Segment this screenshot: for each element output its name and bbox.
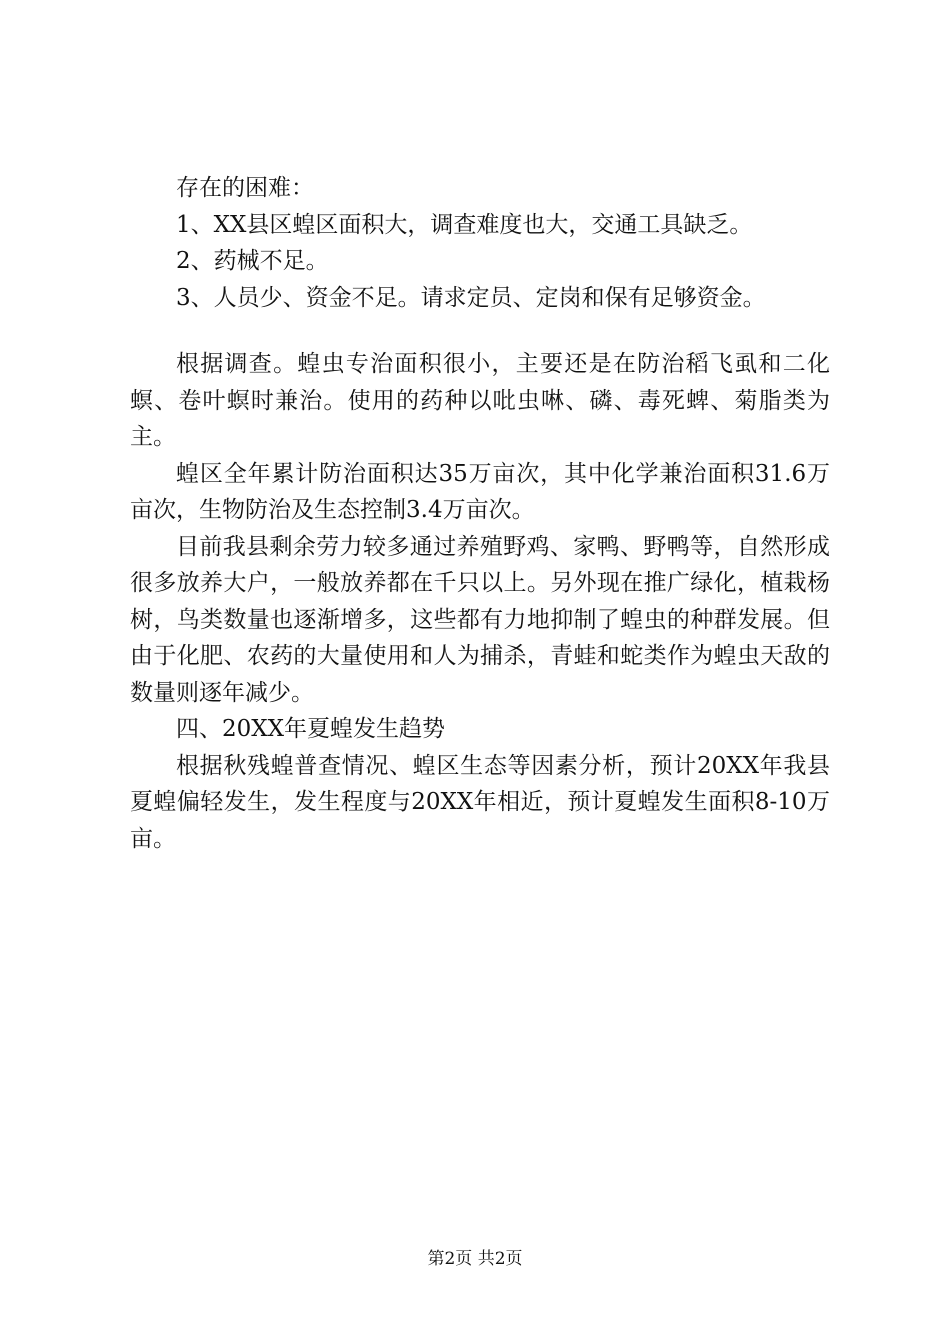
paragraph-difficulty-1: 1、XX县区蝗区面积大，调查难度也大，交通工具缺乏。 — [176, 211, 753, 238]
paragraph-control-area: 蝗区全年累计防治面积达35万亩次，其中化学兼治面积31.6万亩次，生物防治及生态控制3.4万亩次。 — [130, 460, 830, 523]
paragraph-gap — [130, 316, 830, 346]
section-heading-trend: 四、20XX年夏蝗发生趋势 — [176, 716, 446, 742]
paragraph-survey: 根据调查。蝗虫专治面积很小，主要还是在防治稻飞虱和二化螟、卷叶螟时兼治。使用的药种以吡虫啉、磷、毒死蜱、菊脂类为主。 — [130, 351, 830, 450]
page-footer: 第2页 共2页 — [427, 1249, 523, 1269]
document-body — [130, 170, 830, 857]
paragraph-forecast: 根据秋残蝗普查情况、蝗区生态等因素分析，预计20XX年我县夏蝗偏轻发生，发生程度与20XX年相近，预计夏蝗发生面积8-10万亩。 — [130, 752, 830, 852]
paragraph-difficulty-3: 3、人员少、资金不足。请求定员、定岗和保有足够资金。 — [176, 284, 766, 311]
paragraph-difficulties-heading: 存在的困难： — [176, 175, 314, 201]
paragraph-natural-enemies: 目前我县剩余劳力较多通过养殖野鸡、家鸭、野鸭等，自然形成很多放养大户，一般放养都在千只以上。另外现在推广绿化，植栽杨树，鸟类数量也逐渐增多，这些都有力地抑制了蝗虫的种群发展。但由于化肥、农药的大量使用和人为捕杀，青蛙和蛇类作为蝗虫天敌的数量则逐年减少。 — [130, 533, 830, 706]
paragraph-difficulty-2: 2、药械不足。 — [176, 248, 329, 274]
